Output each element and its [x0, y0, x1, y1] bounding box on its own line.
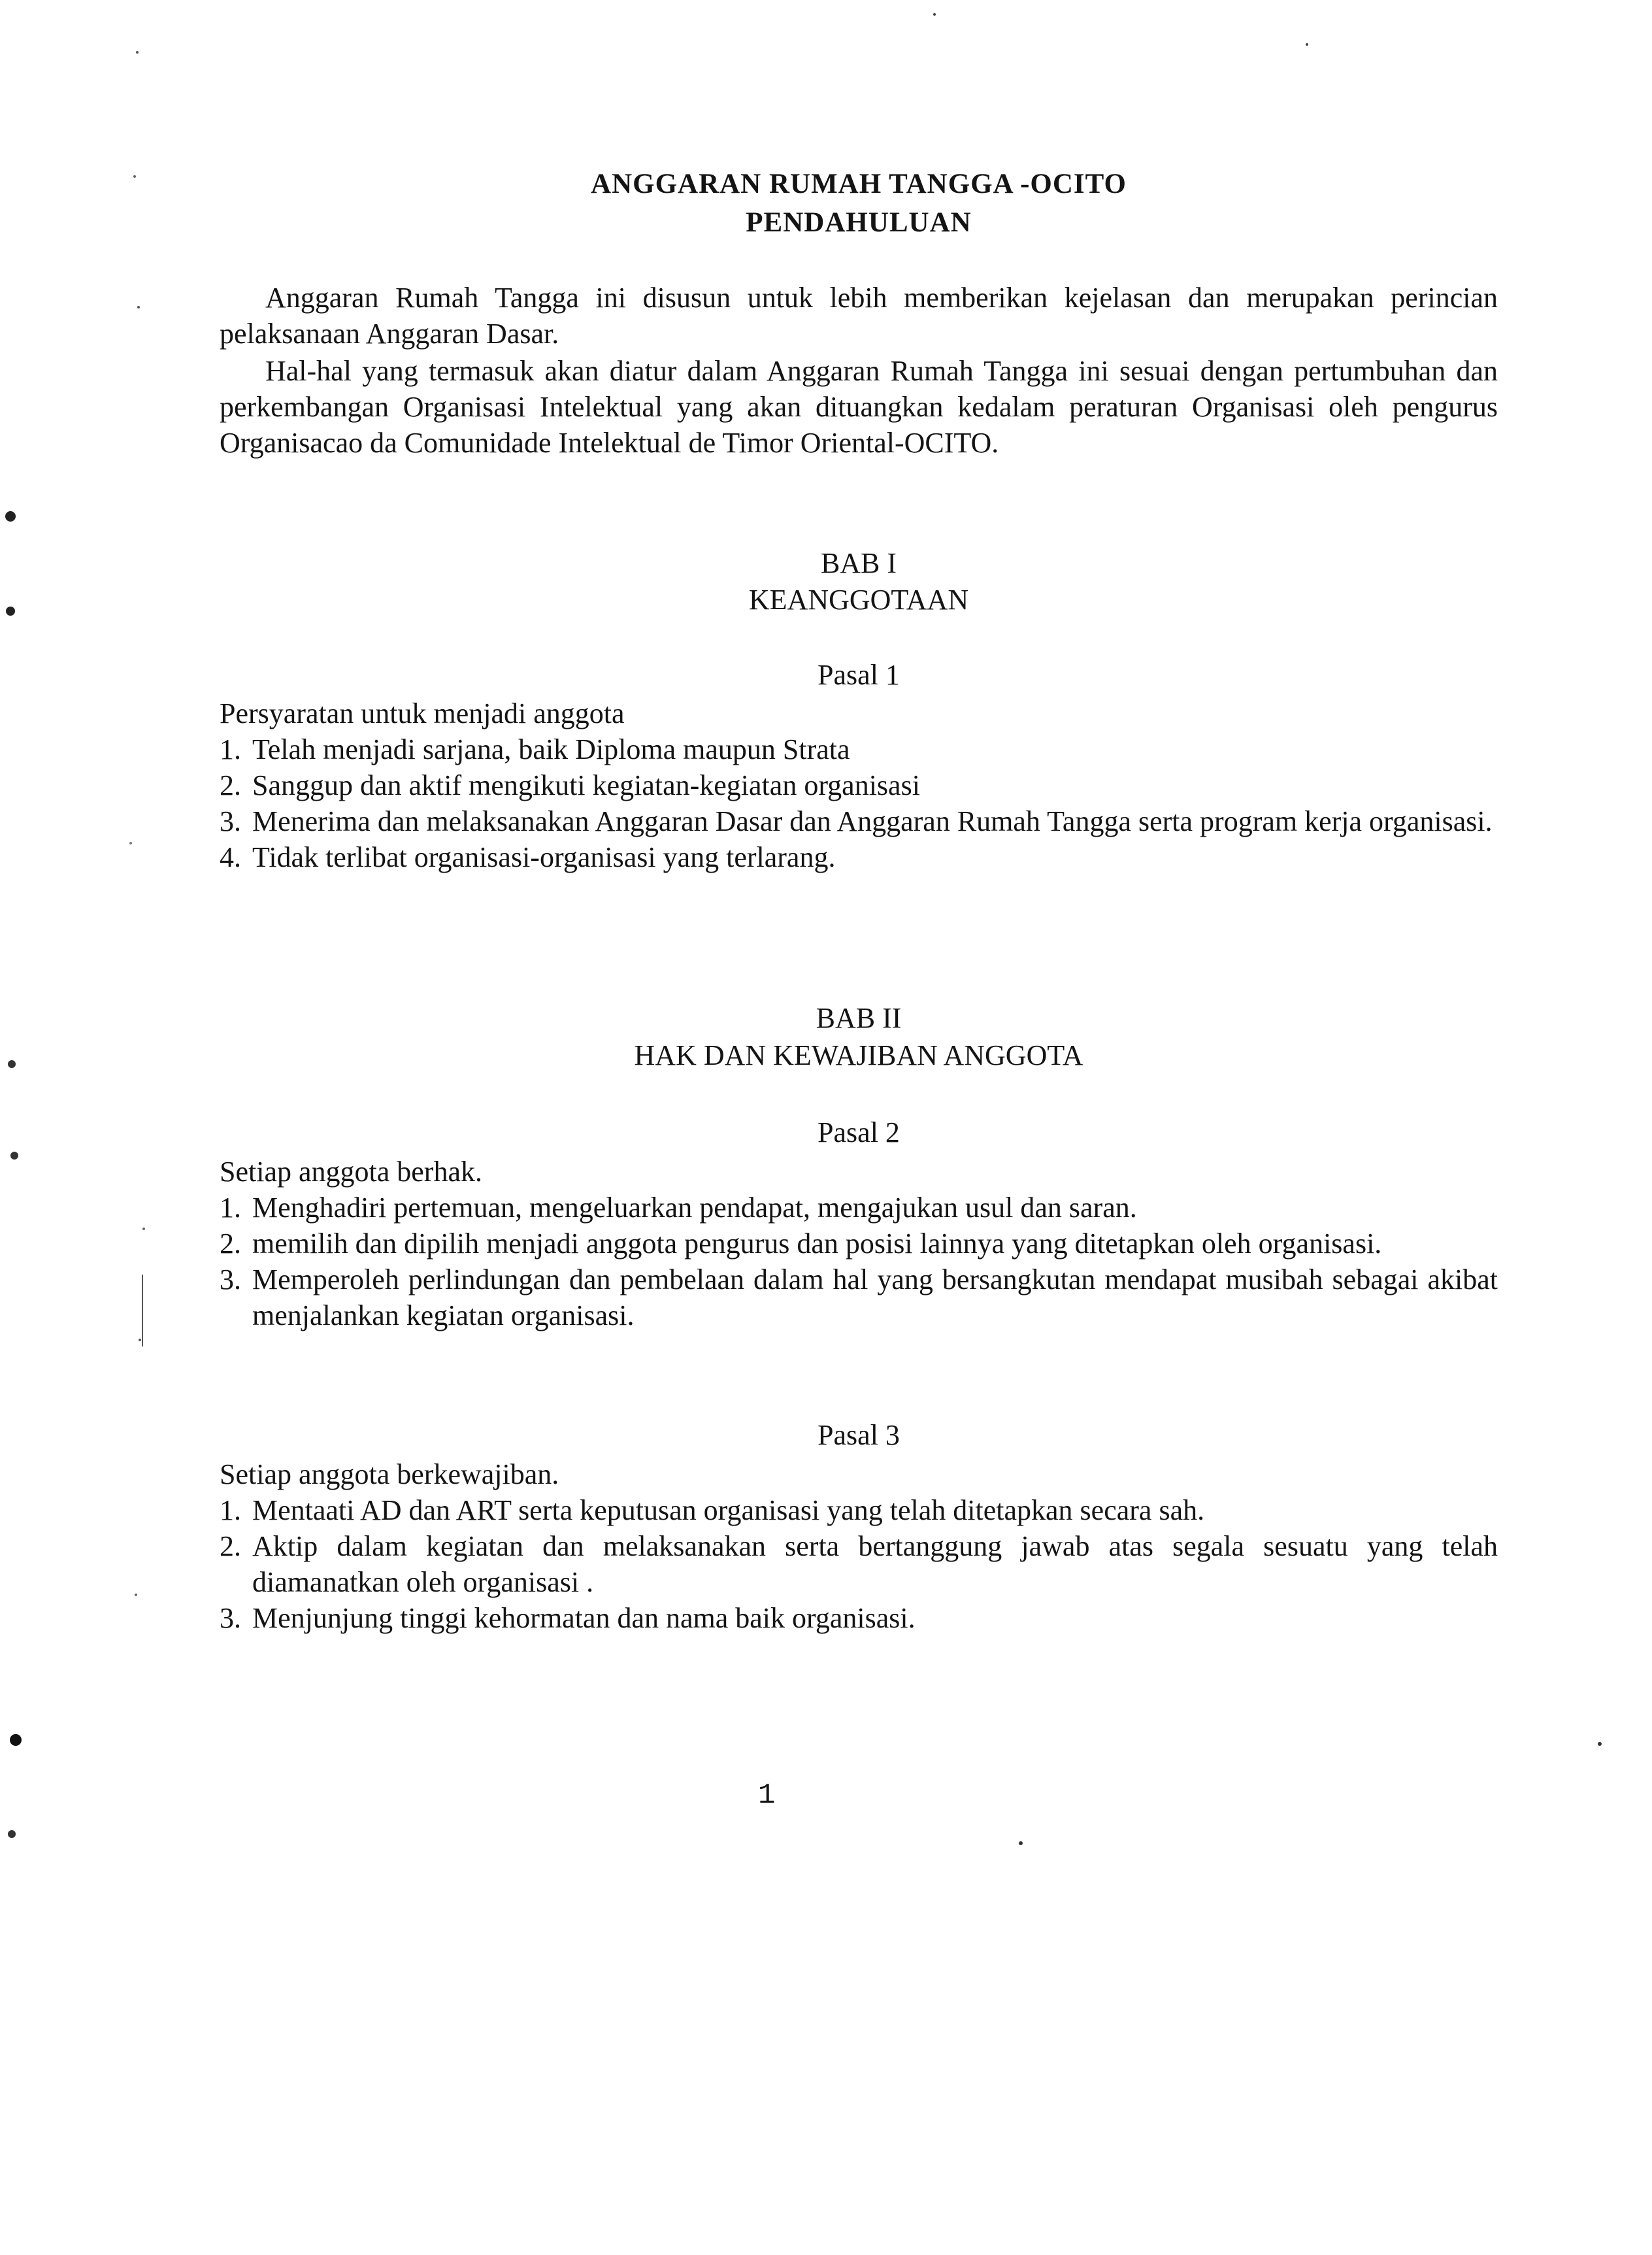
- list-text: Mentaati AD dan ART serta keputusan organisasi yang telah ditetapkan secara sah.: [252, 1494, 1205, 1526]
- intro-paragraph-2: Hal-hal yang termasuk akan diatur dalam Anggaran Rumah Tangga ini sesuai dengan pertumbuhan dan perkembangan Organisasi Intelektual yang akan dituangkan kedalam peraturan Organisasi oleh pengurus Organisacao da Comunidade Intelektual de Timor Oriental-OCITO.: [220, 355, 1498, 459]
- list-item: [220, 803, 1498, 839]
- pasal1-list: [220, 731, 1498, 875]
- list-text: Menerima dan melaksanakan Anggaran Dasar dan Anggaran Rumah Tangga serta program kerja organisasi.: [252, 805, 1493, 837]
- pasal1-label: Pasal 1: [818, 659, 900, 691]
- list-text: Aktip dalam kegiatan dan melaksanakan serta bertanggung jawab atas segala sesuatu yang telah diamanatkan oleh organisasi .: [252, 1530, 1498, 1598]
- list-number: 3.: [220, 1263, 241, 1295]
- list-item: [220, 839, 1498, 875]
- list-text: Memperoleh perlindungan dan pembelaan dalam hal yang bersangkutan mendapat musibah sebagai akibat menjalankan kegiatan organisasi.: [252, 1263, 1498, 1331]
- list-item: [220, 1600, 1498, 1636]
- pasal1-lead: Persyaratan untuk menjadi anggota: [220, 697, 625, 729]
- section-title-pendahuluan: PENDAHULUAN: [746, 207, 972, 238]
- page-number: 1: [758, 1779, 776, 1812]
- list-number: 2.: [220, 1228, 241, 1260]
- list-number: 1.: [220, 1494, 241, 1526]
- list-item: [220, 1261, 1498, 1333]
- list-number: 1.: [220, 733, 241, 765]
- bab1-label: BAB I: [820, 547, 897, 579]
- pasal3-label: Pasal 3: [818, 1419, 900, 1451]
- list-text: Sanggup dan aktif mengikuti kegiatan-kegiatan organisasi: [252, 769, 920, 801]
- pasal3-list: [220, 1492, 1498, 1636]
- list-item: [220, 731, 1498, 767]
- list-number: 4.: [220, 841, 241, 873]
- list-item: [220, 767, 1498, 803]
- bab1-title: KEANGGOTAAN: [748, 584, 969, 616]
- list-item: [220, 1190, 1498, 1226]
- intro-paragraph-1: Anggaran Rumah Tangga ini disusun untuk lebih memberikan kejelasan dan merupakan perincian pelaksanaan Anggaran Dasar.: [220, 282, 1498, 350]
- list-text: memilih dan dipilih menjadi anggota pengurus dan posisi lainnya yang ditetapkan oleh organisasi.: [252, 1228, 1382, 1260]
- list-text: Menghadiri pertemuan, mengeluarkan pendapat, mengajukan usul dan saran.: [252, 1192, 1137, 1224]
- list-text: Menjunjung tinggi kehormatan dan nama baik organisasi.: [252, 1602, 916, 1634]
- list-number: 2.: [220, 1530, 241, 1562]
- list-number: 3.: [220, 805, 241, 837]
- list-item: [220, 1528, 1498, 1600]
- bab2-label: BAB II: [816, 1002, 902, 1034]
- document-title: ANGGARAN RUMAH TANGGA -OCITO: [591, 169, 1127, 199]
- list-number: 1.: [220, 1192, 241, 1224]
- pasal2-list: [220, 1190, 1498, 1333]
- pasal2-lead: Setiap anggota berhak.: [220, 1156, 482, 1188]
- list-text: Tidak terlibat organisasi-organisasi yang terlarang.: [252, 841, 836, 873]
- list-number: 2.: [220, 769, 241, 801]
- list-item: [220, 1492, 1498, 1528]
- pasal3-lead: Setiap anggota berkewajiban.: [220, 1458, 559, 1490]
- list-number: 3.: [220, 1602, 241, 1634]
- list-item: [220, 1226, 1498, 1261]
- pasal2-label: Pasal 2: [818, 1116, 900, 1148]
- list-text: Telah menjadi sarjana, baik Diploma maupun Strata: [252, 733, 850, 765]
- bab2-title: HAK DAN KEWAJIBAN ANGGOTA: [634, 1039, 1083, 1071]
